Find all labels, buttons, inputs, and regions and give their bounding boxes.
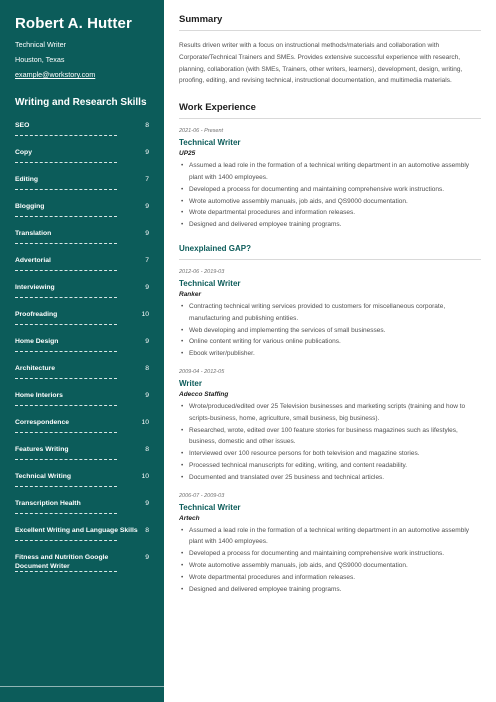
job-bullets [179, 401, 481, 484]
skill-bar [15, 513, 117, 514]
skill-label: Home Design [15, 338, 59, 345]
skill-bar [15, 189, 117, 190]
skill-level: 9 [145, 500, 149, 507]
skill-item [15, 521, 149, 548]
job-entry [179, 369, 481, 484]
skill-item [15, 224, 149, 251]
skills-heading: Writing and Research Skills [15, 97, 147, 108]
job-dates: 2012-06 - 2019-03 [179, 268, 225, 275]
skill-level: 9 [145, 284, 149, 291]
skill-level: 9 [145, 230, 149, 237]
skill-bar [15, 270, 117, 271]
job-company: UP25 [179, 150, 196, 158]
job-bullets [179, 301, 481, 360]
skill-label: Proofreading [15, 311, 58, 318]
job-role: Technical Writer [179, 502, 241, 512]
skill-item [15, 116, 149, 143]
skill-label: Fitness and Nutrition Google Document Writer [15, 554, 109, 570]
skill-level: 8 [145, 365, 149, 372]
gap-label: Unexplained GAP? [179, 243, 252, 253]
skill-bar [15, 405, 117, 406]
sidebar-divider [0, 686, 164, 687]
skill-label: SEO [15, 122, 30, 129]
job-company: Ranker [179, 290, 202, 298]
skill-level: 8 [145, 446, 149, 453]
skill-level: 7 [145, 257, 149, 264]
skill-label: Correspondence [15, 419, 70, 426]
job-entry [179, 269, 481, 360]
job-entry [179, 128, 481, 231]
skill-item [15, 143, 149, 170]
skill-level: 10 [141, 419, 149, 426]
skill-item [15, 494, 149, 521]
skill-level: 8 [145, 122, 149, 129]
skill-label: Features Writing [15, 446, 69, 453]
skill-level: 9 [145, 203, 149, 210]
skill-label: Transcription Health [15, 500, 81, 507]
skill-bar [15, 135, 117, 136]
job-bullet: • Developed a process for documenting and maintaining comprehensive work instructions. [179, 184, 481, 196]
job-bullet: • Researched, wrote, edited over 100 feature stories for business magazines such as lifestyles, business, domestic and other issues. [179, 425, 481, 449]
job-bullet: • Web developing and implementing the services of small businesses. [179, 325, 481, 337]
job-role: Writer [179, 378, 202, 388]
job-entry [179, 493, 481, 596]
skill-item [15, 413, 149, 440]
skill-item [15, 440, 149, 467]
skill-bar [15, 540, 117, 541]
job-dates: 2021-06 - Present [179, 128, 224, 135]
skill-bar [15, 459, 117, 460]
skill-label: Interviewing [15, 284, 55, 291]
skill-label: Editing [15, 176, 39, 183]
section-divider [179, 30, 481, 31]
job-bullets [179, 525, 481, 596]
skill-item [15, 278, 149, 305]
gap-divider [179, 259, 481, 260]
job-role: Technical Writer [179, 138, 241, 148]
skill-level: 8 [145, 527, 149, 534]
skill-level: 10 [141, 473, 149, 480]
job-company: Adecco Staffing [179, 390, 229, 398]
job-bullet: • Wrote/produced/edited over 25 Television businesses and marketing scripts (training and how to scripts-business, home, agriculture, small business, big business). [179, 401, 481, 425]
skill-item [15, 386, 149, 413]
job-bullet: • Assumed a lead role in the formation of a technical writing department in an automotive assembly plant with 1400 employees. [179, 160, 481, 184]
candidate-name: Robert A. Hutter [15, 15, 132, 32]
job-bullet: • Assumed a lead role in the formation of a technical writing department in an automotive assembly plant with 1400 employees. [179, 525, 481, 549]
skill-label: Translation [15, 230, 52, 237]
location: Houston, Texas [15, 55, 65, 64]
job-bullet: • Designed and delivered employee training programs. [179, 584, 481, 596]
job-bullet: • Wrote automotive assembly manuals, job aids, and QS9000 documentation. [179, 560, 481, 572]
job-dates: 2009-04 - 2012-05 [179, 368, 225, 375]
skill-level: 9 [145, 149, 149, 156]
skill-label: Blogging [15, 203, 45, 210]
skill-item [15, 359, 149, 386]
skill-bar [15, 378, 117, 379]
skill-item [15, 305, 149, 332]
skill-bar [15, 162, 117, 163]
sidebar [0, 0, 164, 702]
job-bullet: • Ebook writer/publisher. [179, 348, 481, 360]
main-content [179, 14, 481, 595]
skill-item [15, 467, 149, 494]
email-link[interactable]: example@workstory.com [15, 70, 96, 79]
work-heading: Work Experience [179, 102, 256, 114]
skill-bar [15, 297, 117, 298]
skill-bar [15, 243, 117, 244]
job-bullet: • Contracting technical writing services provided to customers for miscellaneous corporate, manufacturing and publishing entities. [179, 301, 481, 325]
job-bullet: • Wrote automotive assembly manuals, job aids, and QS9000 documentation. [179, 196, 481, 208]
skill-level: 9 [145, 392, 149, 399]
summary-heading: Summary [179, 14, 223, 25]
skill-bar [15, 216, 117, 217]
job-bullet: • Wrote departmental procedures and information releases. [179, 207, 481, 219]
job-company: Artech [179, 514, 200, 522]
job-dates: 2006-07 - 2009-03 [179, 492, 225, 499]
skills-list [15, 116, 149, 580]
skill-level: 9 [145, 554, 149, 561]
skill-item [15, 197, 149, 224]
skill-item [15, 548, 149, 580]
skill-level: 7 [145, 176, 149, 183]
skill-item [15, 332, 149, 359]
skill-label: Advertorial [15, 257, 51, 264]
job-bullet: • Developed a process for documenting and maintaining comprehensive work instructions. [179, 548, 481, 560]
skill-item [15, 170, 149, 197]
job-title: Technical Writer [15, 40, 66, 49]
skill-label: Copy [15, 149, 32, 156]
job-bullet: • Interviewed over 100 resource persons for both television and magazine stories. [179, 448, 481, 460]
skill-bar [15, 324, 117, 325]
job-bullet: • Wrote departmental procedures and information releases. [179, 572, 481, 584]
skill-bar [15, 432, 117, 433]
skill-item [15, 251, 149, 278]
skill-level: 10 [141, 311, 149, 318]
section-divider [179, 118, 481, 119]
skill-bar [15, 351, 117, 352]
job-role: Technical Writer [179, 278, 241, 288]
skill-label: Technical Writing [15, 473, 72, 480]
job-bullet: • Documented and translated over 25 business and technical articles. [179, 472, 481, 484]
summary-text: Results driven writer with a focus on instructional methods/materials and collaboration with Corporate/Technical Trainers and SMEs. Provides extensive successful experience with research, planning, collaboration (with SMEs, Trainers, other writers, learners), development, design, writing, proofing, editing, and revising technical, instructional documentation, and multimedia materials. [179, 42, 463, 85]
job-bullet: • Processed technical manuscripts for editing, writing, and content readability. [179, 460, 481, 472]
job-bullets [179, 160, 481, 231]
skill-label: Architecture [15, 365, 56, 372]
skill-bar [15, 571, 117, 572]
skill-label: Home Interiors [15, 392, 63, 399]
skill-bar [15, 486, 117, 487]
skill-level: 9 [145, 338, 149, 345]
job-bullet: • Online content writing for various online publications. [179, 336, 481, 348]
job-bullet: • Designed and delivered employee training programs. [179, 219, 481, 231]
skill-label: Excellent Writing and Language Skills [15, 527, 138, 534]
